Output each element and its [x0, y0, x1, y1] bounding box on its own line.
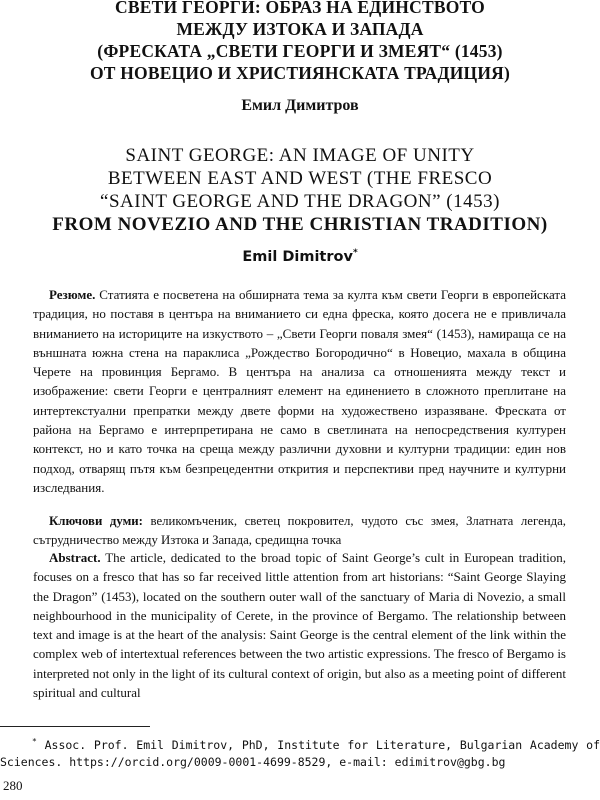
- author-footnote-marker: *: [352, 248, 358, 258]
- summary-label: Резюме.: [49, 287, 96, 302]
- keywords-text: великомъченик, светец покровител, чудото със змея, Златната легенда, сътрудничество между Изтока и Запада, средищна точка: [33, 514, 566, 547]
- author-footnote: [0, 733, 600, 772]
- keywords-bulgarian: [33, 512, 566, 550]
- footnote-text: Assoc. Prof. Emil Dimitrov, PhD, Institute for Literature, Bulgarian Academy of Sciences. https://orcid.org/0009-0001-4699-8529, e-mail: edimitrov@gbg.bg: [0, 737, 600, 770]
- footnote-marker: *: [32, 737, 37, 746]
- title-bulgarian-line-4: ОТ НОВЕЦИО И ХРИСТИЯНСКАТА ТРАДИЦИЯ): [89, 63, 511, 83]
- title-bulgarian-line-2: МЕЖДУ ИЗТОКА И ЗАПАДА: [176, 19, 424, 39]
- summary-text: Статията е посветена на обширната тема за култа към свети Георги в европейската традиция, но поставя в центъра на вниманието си една фреска, която досега не е привличала вниманието на историците на изкуството – „Свети Георги поваля змея“ (1453), намираща се на външната южна стена на параклиса „Рождество Богородично“ в Новецио, махала в община Черете на провинция Бергамо. В центъра на анализа са отношенията между текст и изображение: свети Георги е централният елемент на единението в сложното преплитане на интертекстуални препратки между двете форми на художествено изразяване. Фреската от района на Бергамо е интерпретирана не само в светлината на непосредствения културен контекст, но и като точка на среща между различни духовни и културни традиции: един нов подход, отварящ пътя към безпрецедентни открития и перспективи пред научните и културни изследвания.: [33, 287, 566, 495]
- footnote-separator: [0, 726, 150, 727]
- author-english: [0, 248, 600, 265]
- author-bulgarian: Емил Димитров: [241, 97, 359, 114]
- title-bulgarian-line-1: СВЕТИ ГЕОРГИ: ОБРАЗ НА ЕДИНСТВОТО: [115, 0, 485, 17]
- title-english-line-2: BETWEEN EAST AND WEST (THE FRESCO: [107, 168, 493, 189]
- title-bulgarian-line-3: (ФРЕСКАТА „СВЕТИ ГЕОРГИ И ЗМЕЯТ“ (1453): [97, 41, 503, 61]
- summary-bulgarian: [33, 285, 566, 497]
- title-english-line-3: “SAINT GEORGE AND THE DRAGON” (1453): [100, 191, 500, 212]
- keywords-label: Ключови думи:: [49, 514, 143, 528]
- abstract-text: The article, dedicated to the broad topic of Saint George’s cult in European tradition, focuses on a fresco that has so far received little attention from art historians: “Saint George Slaying the Dragon” (1453), located on the southern outer wall of the sanctuary of Maria di Novezio, a small neighbourhood in the municipality of Cerete, in the province of Bergamo. The relationship between text and image is at the heart of the analysis: Saint George is the central element of the link within the complex web of intertextual references between the two artistic expressions. The fresco of Bergamo is interpreted not only in the light of its cultural context of origin, but also as a meeting point of different spiritual and cultural: [33, 550, 566, 701]
- abstract-label: Abstract.: [49, 550, 101, 565]
- abstract-english: [33, 548, 566, 702]
- page-number: 280: [3, 778, 23, 793]
- title-english-line-1: SAINT GEORGE: AN IMAGE OF UNITY: [125, 145, 475, 166]
- title-english-line-4: FROM NOVEZIO AND THE CHRISTIAN TRADITION): [52, 214, 548, 235]
- author-english-name: Emil Dimitrov: [242, 248, 353, 265]
